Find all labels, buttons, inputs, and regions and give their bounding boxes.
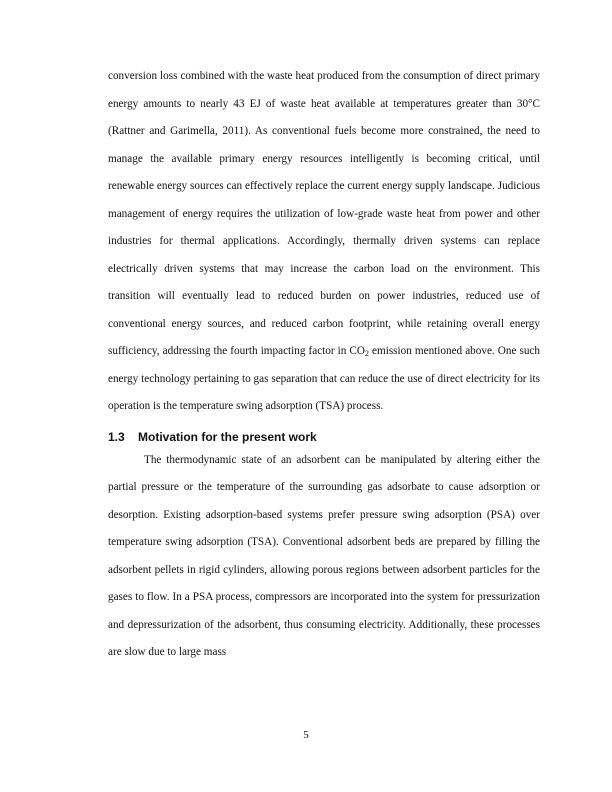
- body-paragraph-1: [108, 63, 540, 421]
- paragraph-1-text-continued: emission mentioned above. One such energy technology pertaining to gas separation that can reduce the use of direct electricity for its operation is the temperature swing adsorption (TSA) process.: [108, 345, 540, 412]
- co2-subscript: 2: [364, 349, 369, 358]
- body-paragraph-2: The thermodynamic state of an adsorbent can be manipulated by altering either the partial pressure or the temperature of the surrounding gas adsorbate to cause adsorption or desorption. Existing adsorption-based systems prefer pressure swing adsorption (PSA) over temperature swing adsorption (TSA). Conventional adsorbent beds are prepared by filling the adsorbent pellets in rigid cylinders, allowing porous regions between adsorbent particles for the gases to flow. In a PSA process, compressors are incorporated into the system for pressurization and depressurization of the adsorbent, thus consuming electricity. Additionally, these processes are slow due to large mass: [108, 453, 540, 658]
- page-number: 5: [303, 729, 309, 741]
- section-number: 1.3: [108, 429, 125, 444]
- paragraph-1-text: conversion loss combined with the waste heat produced from the consumption of direct primary energy amounts to nearly 43 EJ of waste heat available at temperatures greater than 30°C (Rattner and Garimella, 2011). As conventional fuels become more constrained, the need to manage the available primary energy resources intelligently is becoming critical, until renewable energy sources can effectively replace the current energy supply landscape. Judicious management of energy requires the utilization of low-grade waste heat from power and other industries for thermal applications. Accordingly, thermally driven systems can replace electrically driven systems that may increase the carbon load on the environment. This transition will eventually lead to reduced burden on power industries, reduced use of conventional energy sources, and reduced carbon footprint, while retaining overall energy sufficiency, addressing the fourth impacting factor in CO: [108, 70, 540, 357]
- page-body: [108, 63, 540, 667]
- section-title: Motivation for the present work: [138, 429, 317, 444]
- section-heading: [108, 427, 540, 447]
